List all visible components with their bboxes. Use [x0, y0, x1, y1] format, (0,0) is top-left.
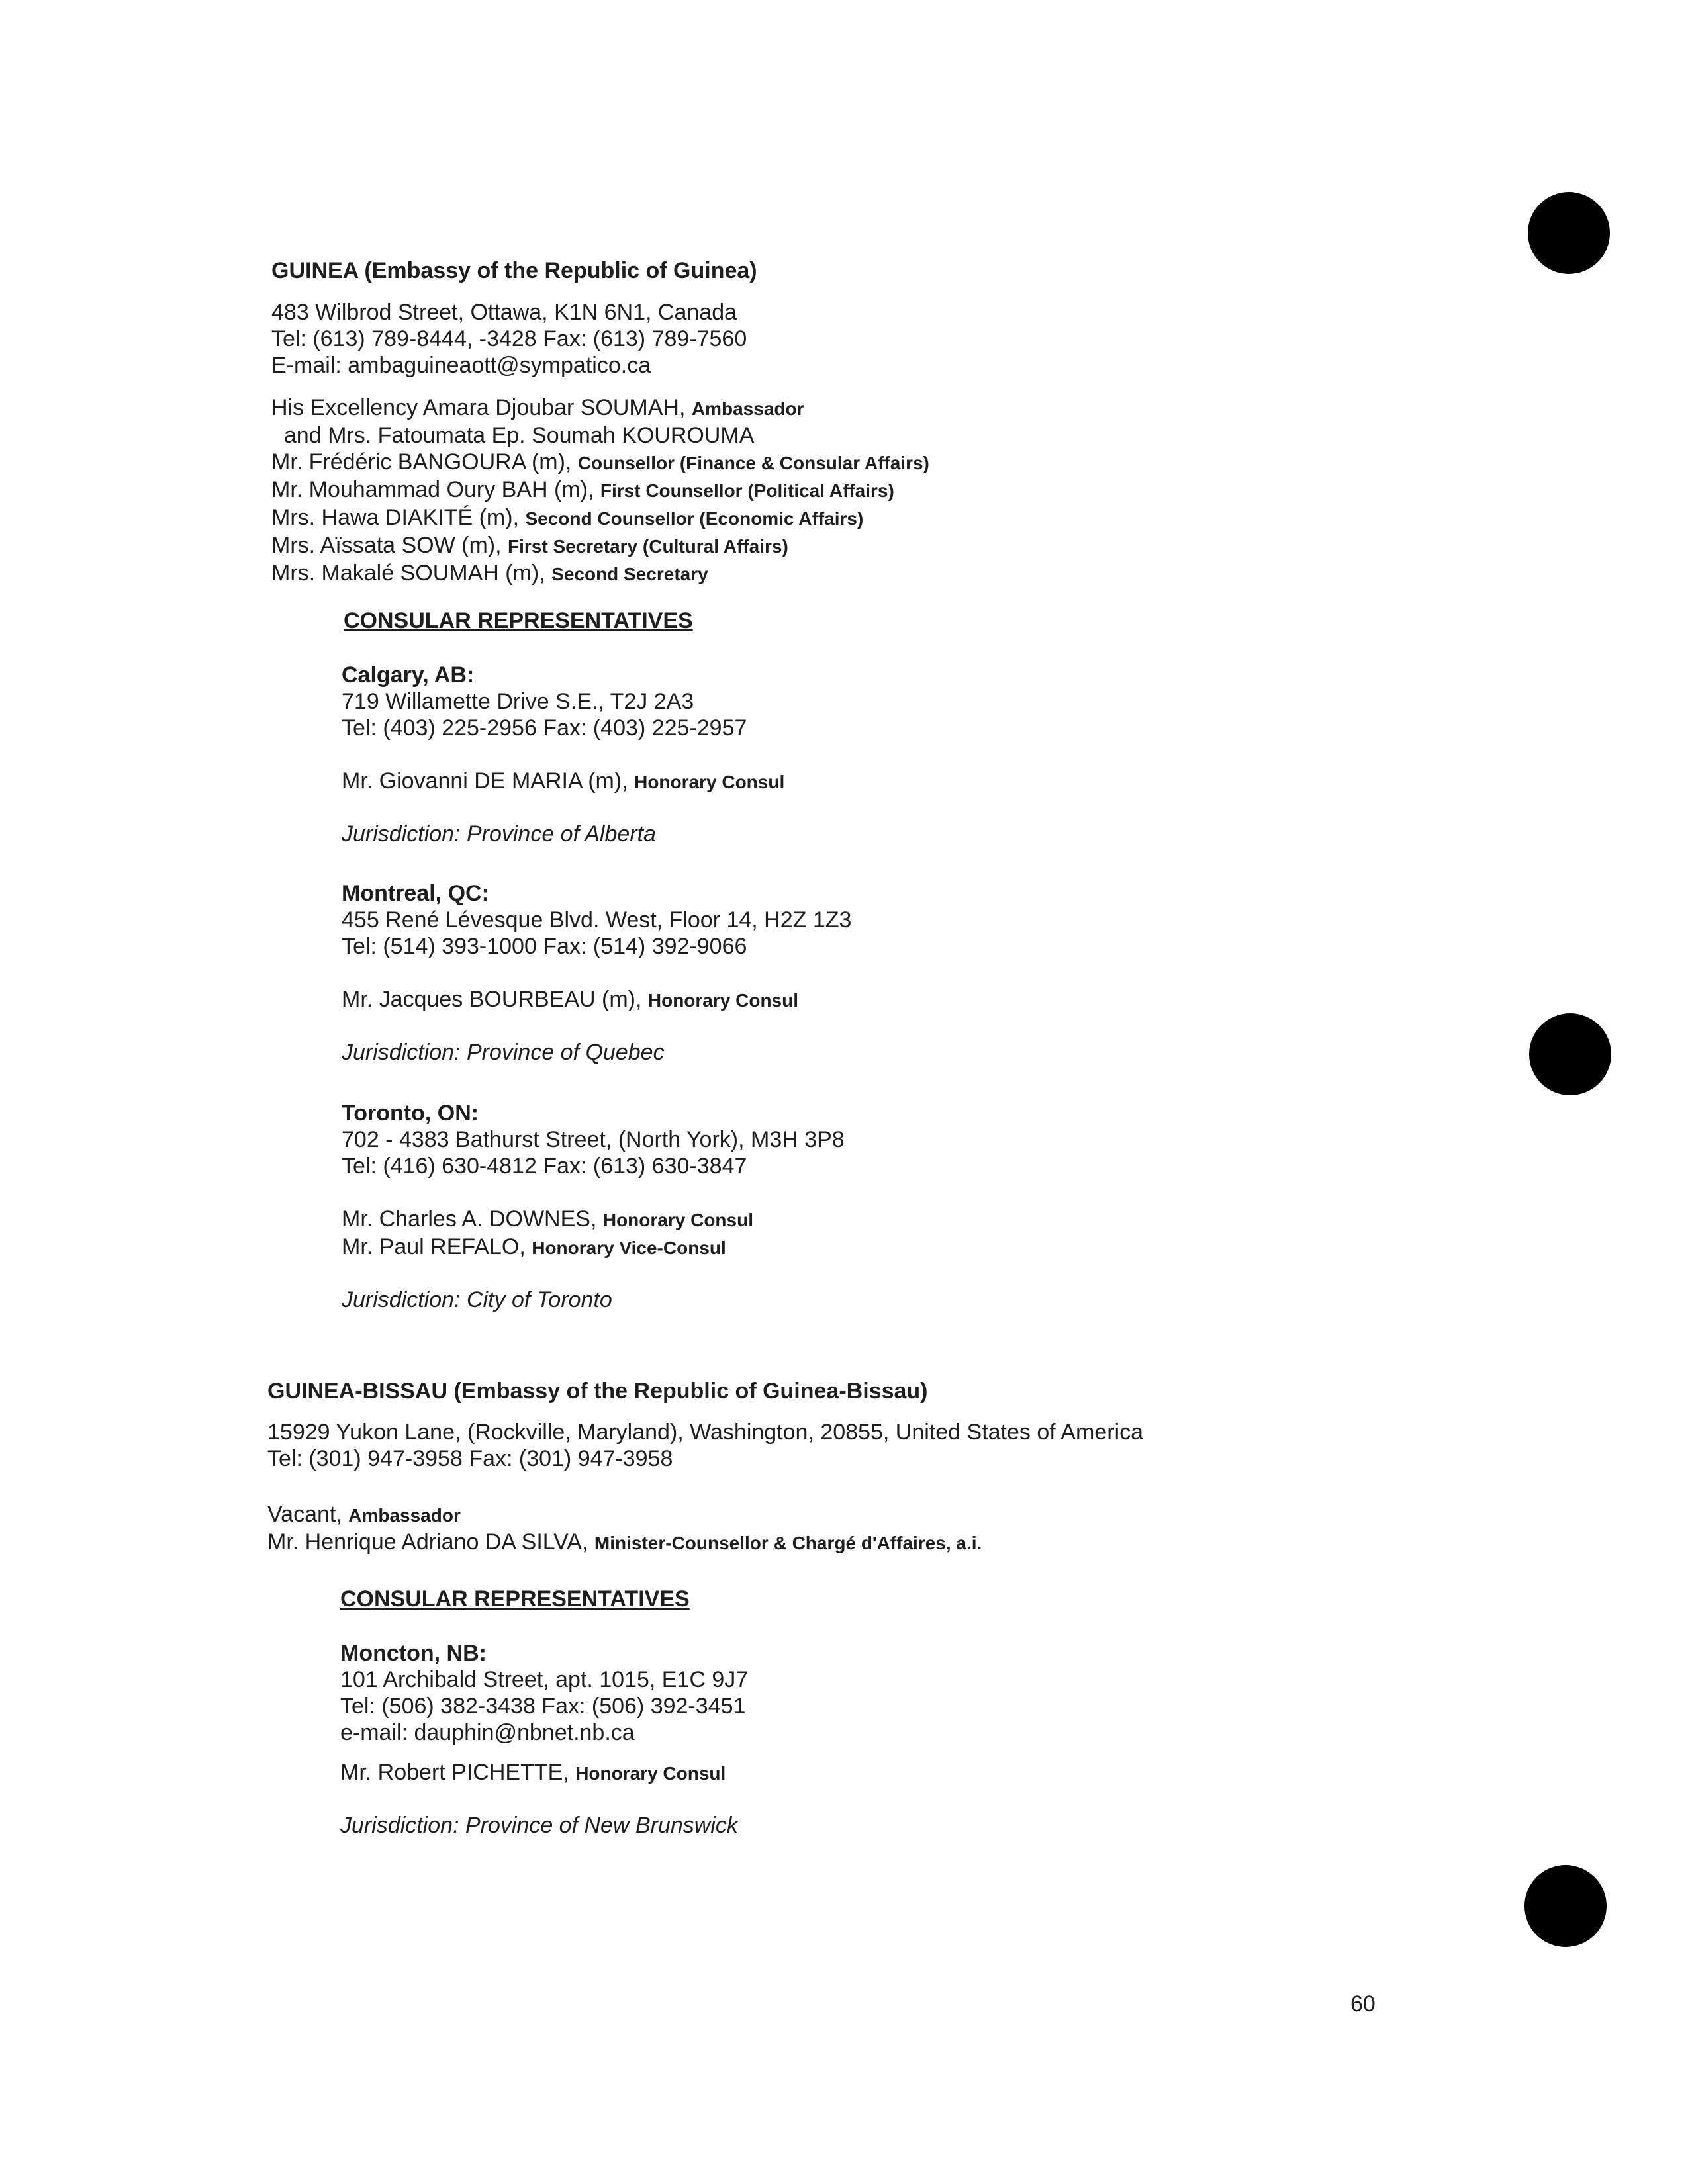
consul-title: Honorary Consul: [602, 1210, 753, 1230]
binder-hole-middle: [1529, 1013, 1611, 1095]
page-number: 60: [1350, 1991, 1376, 2017]
consul-title: Honorary Consul: [575, 1763, 726, 1784]
consul-title: Honorary Consul: [634, 772, 785, 792]
consulate-toronto: [342, 1100, 845, 1313]
consul-entry: [342, 986, 851, 1014]
staff-name: Mrs. Aïssata SOW (m),: [271, 533, 502, 558]
consulate-calgary: [342, 662, 784, 847]
consulate-jurisdiction: Jurisdiction: Province of Quebec: [342, 1040, 665, 1065]
staff-name: Mr. Henrique Adriano DA SILVA,: [267, 1529, 588, 1555]
consulate-jurisdiction: Jurisdiction: City of Toronto: [342, 1287, 612, 1312]
consulate-address: 719 Willamette Drive S.E., T2J 2A3: [342, 689, 694, 714]
staff-entry: [267, 1501, 982, 1529]
staff-entry: [267, 1529, 982, 1557]
staff-name: Vacant,: [267, 1502, 342, 1527]
phone-line: Tel: (301) 947-3958 Fax: (301) 947-3958: [267, 1446, 673, 1471]
staff-entry: [271, 532, 929, 560]
guinea-bissau-heading: GUINEA-BISSAU (Embassy of the Republic of Guinea-Bissau): [267, 1379, 928, 1404]
guinea-staff-list: [271, 394, 929, 588]
staff-title: Ambassador: [691, 398, 804, 419]
consul-title: Honorary Consul: [647, 990, 799, 1011]
binder-hole-bottom: [1524, 1865, 1607, 1947]
consulate-phone: Tel: (403) 225-2956 Fax: (403) 225-2957: [342, 715, 747, 741]
guinea-consular-heading: CONSULAR REPRESENTATIVES: [344, 608, 693, 633]
guinea-bissau-address: [267, 1419, 1143, 1472]
staff-entry: [271, 504, 929, 532]
guinea-heading: GUINEA (Embassy of the Republic of Guinea): [271, 258, 757, 283]
consulate-city: Montreal, QC:: [342, 881, 489, 906]
staff-title: First Secretary (Cultural Affairs): [508, 536, 788, 557]
consulate-jurisdiction: Jurisdiction: Province of New Brunswick: [340, 1813, 738, 1838]
consul-entry: [342, 1234, 845, 1261]
guinea-bissau-staff-list: [267, 1501, 982, 1557]
staff-title: Counsellor (Finance & Consular Affairs): [577, 453, 929, 473]
staff-name: His Excellency Amara Djoubar SOUMAH,: [271, 395, 686, 420]
guinea-bissau-consular-heading: CONSULAR REPRESENTATIVES: [340, 1586, 690, 1612]
staff-name: and Mrs. Fatoumata Ep. Soumah KOUROUMA: [271, 423, 755, 448]
consul-name: Mr. Robert PICHETTE,: [340, 1760, 569, 1785]
consulate-city: Toronto, ON:: [342, 1101, 479, 1126]
staff-title: Ambassador: [348, 1505, 461, 1525]
staff-title: Second Counsellor (Economic Affairs): [525, 508, 864, 529]
staff-entry: [271, 449, 929, 477]
consul-name: Mr. Jacques BOURBEAU (m),: [342, 987, 642, 1012]
consulate-email: e-mail: dauphin@nbnet.nb.ca: [340, 1720, 635, 1745]
consul-title: Honorary Vice-Consul: [532, 1238, 726, 1258]
guinea-address: [271, 299, 747, 379]
staff-name: Mr. Frédéric BANGOURA (m),: [271, 449, 572, 475]
staff-name: Mr. Mouhammad Oury BAH (m),: [271, 477, 594, 502]
staff-entry: [271, 422, 929, 449]
staff-title: Second Secretary: [551, 564, 708, 584]
consulate-phone: Tel: (416) 630-4812 Fax: (613) 630-3847: [342, 1154, 747, 1179]
consul-name: Mr. Paul REFALO,: [342, 1234, 526, 1259]
address-line: 15929 Yukon Lane, (Rockville, Maryland), Washington, 20855, United States of America: [267, 1420, 1143, 1445]
consulate-city: Calgary, AB:: [342, 662, 475, 688]
staff-entry: [271, 394, 929, 422]
consul-entry: [340, 1759, 748, 1787]
consulate-moncton: [340, 1640, 748, 1839]
consulate-address: 702 - 4383 Bathurst Street, (North York), M3H 3P8: [342, 1127, 845, 1152]
address-line: 483 Wilbrod Street, Ottawa, K1N 6N1, Canada: [271, 300, 737, 325]
phone-line: Tel: (613) 789-8444, -3428 Fax: (613) 789-7560: [271, 326, 747, 351]
consulate-phone: Tel: (514) 393-1000 Fax: (514) 392-9066: [342, 934, 747, 959]
staff-title: First Counsellor (Political Affairs): [600, 480, 894, 501]
consul-name: Mr. Charles A. DOWNES,: [342, 1206, 597, 1232]
consulate-jurisdiction: Jurisdiction: Province of Alberta: [342, 821, 656, 846]
staff-name: Mrs. Makalé SOUMAH (m),: [271, 561, 545, 586]
consulate-address: 455 René Lévesque Blvd. West, Floor 14, H2Z 1Z3: [342, 907, 852, 933]
consul-name: Mr. Giovanni DE MARIA (m),: [342, 768, 628, 794]
staff-title: Minister-Counsellor & Chargé d'Affaires, a.i.: [594, 1533, 982, 1553]
consulate-address: 101 Archibald Street, apt. 1015, E1C 9J7: [340, 1667, 749, 1692]
consulate-phone: Tel: (506) 382-3438 Fax: (506) 392-3451: [340, 1694, 746, 1719]
consulate-city: Moncton, NB:: [340, 1641, 487, 1666]
email-line: E-mail: ambaguineaott@sympatico.ca: [271, 353, 651, 378]
consul-entry: [342, 768, 784, 796]
staff-entry: [271, 560, 929, 588]
staff-entry: [271, 477, 929, 504]
staff-name: Mrs. Hawa DIAKITÉ (m),: [271, 505, 520, 530]
consul-entry: [342, 1206, 845, 1234]
binder-hole-top: [1528, 192, 1610, 274]
consulate-montreal: [342, 880, 851, 1066]
